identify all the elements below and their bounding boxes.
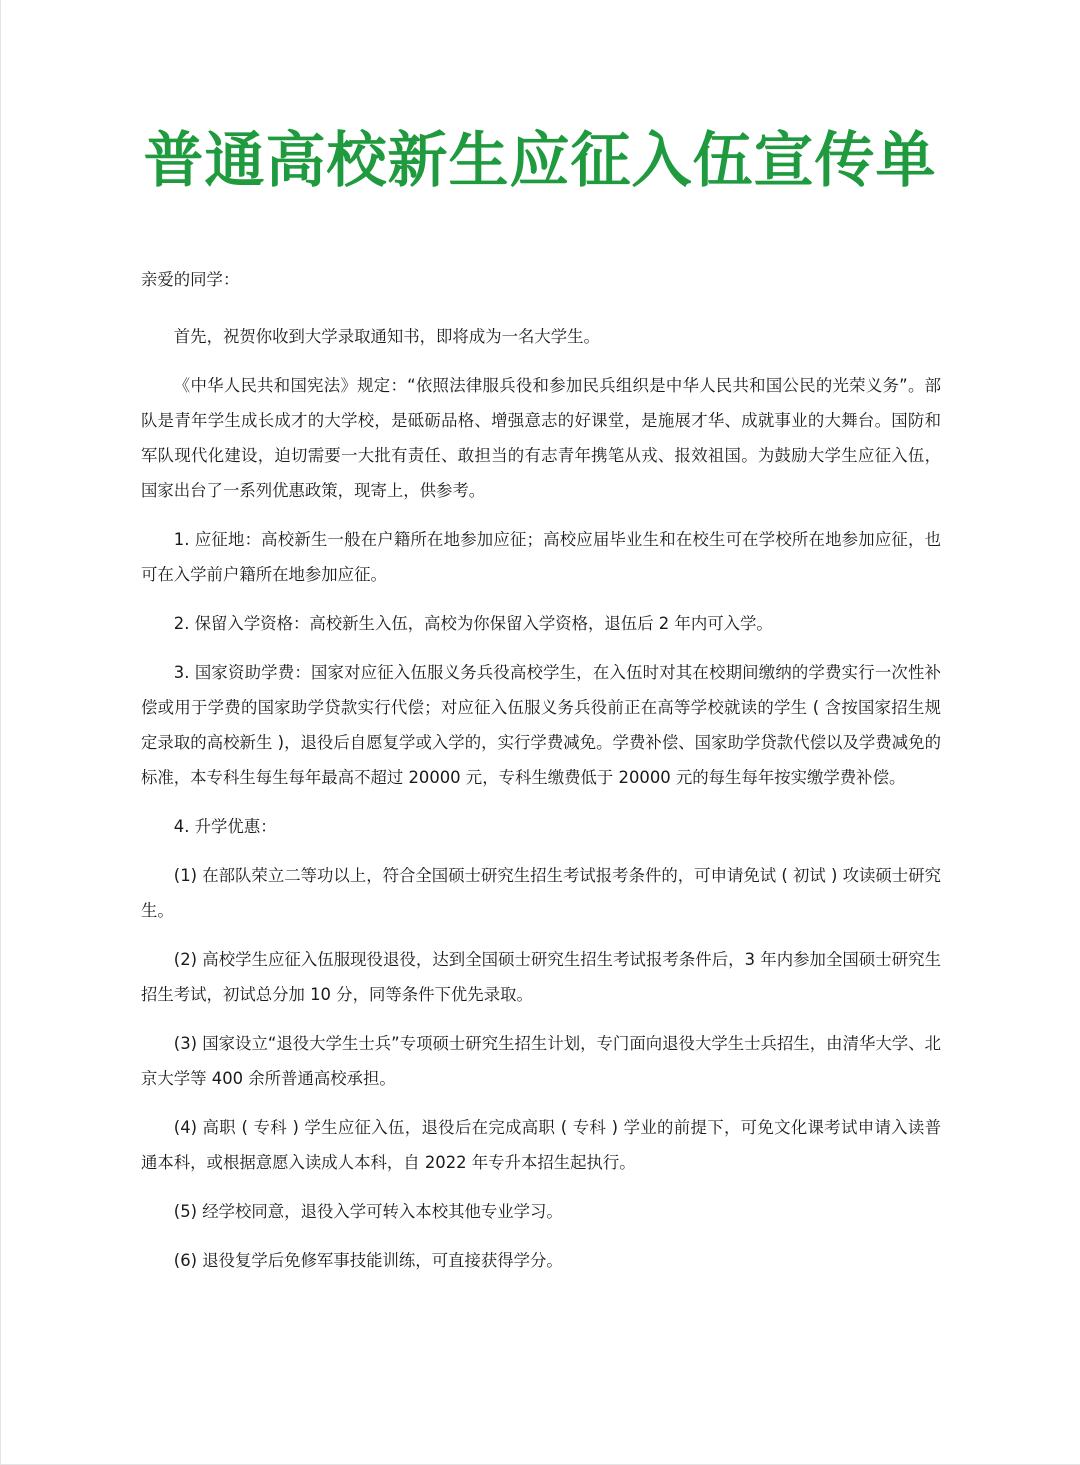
document-body	[141, 262, 941, 1292]
further-study-item-1: (1) 在部队荣立二等功以上，符合全国硕士研究生招生考试报考条件的，可申请免试 ( 初试 ) 攻读硕士研究生。	[141, 866, 941, 920]
policy-tuition-aid: 3. 国家资助学费：国家对应征入伍服义务兵役高校学生，在入伍时对其在校期间缴纳的学费实行一次性补偿或用于学费的国家助学贷款实行代偿；对应征入伍服义务兵役前正在高等学校就读的学生 ( 含按国家招生规定录取的高校新生 )，退役后自愿复学或入学的，实行学费减免。学费补偿、国家助学贷款代偿以及学费减免的标准，本专科生每生每年最高不超过 20000 元，专科生缴费低于 20000 元的每生每年按实缴学费补偿。	[141, 663, 941, 787]
further-study-item-3: (3) 国家设立“退役大学生士兵”专项硕士研究生招生计划，专门面向退役大学生士兵招生，由清华大学、北京大学等 400 余所普通高校承担。	[141, 1034, 941, 1088]
further-study-item-4: (4) 高职 ( 专科 ) 学生应征入伍，退役后在完成高职 ( 专科 ) 学业的前提下，可免文化课考试申请入读普通本科，或根据意愿入读成人本科，自 2022 年专升本招生起执行。	[141, 1118, 941, 1172]
salutation: 亲爱的同学：	[141, 270, 240, 289]
policy-enlistment-location: 1. 应征地：高校新生一般在户籍所在地参加应征；高校应届毕业生和在校生可在学校所在地参加应征，也可在入学前户籍所在地参加应征。	[141, 530, 941, 584]
further-study-item-5: (5) 经学校同意，退役入学可转入本校其他专业学习。	[173, 1202, 563, 1221]
page-title: 普通高校新生应征入伍宣传单	[143, 126, 937, 196]
page-edge	[0, 0, 1, 1465]
policy-further-study-heading: 4. 升学优惠：	[173, 817, 277, 836]
further-study-item-6: (6) 退役复学后免修军事技能训练，可直接获得学分。	[173, 1251, 563, 1270]
policy-enrollment-retention: 2. 保留入学资格：高校新生入伍，高校为你保留入学资格，退伍后 2 年内可入学。	[173, 614, 773, 633]
further-study-item-2: (2) 高校学生应征入伍服现役退役，达到全国硕士研究生招生考试报考条件后，3 年内参加全国硕士研究生招生考试，初试总分加 10 分，同等条件下优先录取。	[141, 950, 941, 1004]
paragraph-congratulations: 首先，祝贺你收到大学录取通知书，即将成为一名大学生。	[173, 327, 600, 346]
paragraph-constitution: 《中华人民共和国宪法》规定：“依照法律服兵役和参加民兵组织是中华人民共和国公民的光荣义务”。部队是青年学生成长成才的大学校，是砥砺品格、增强意志的好课堂，是施展才华、成就事业的大舞台。国防和军队现代化建设，迫切需要一大批有责任、敢担当的有志青年携笔从戎、报效祖国。为鼓励大学生应征入伍，国家出台了一系列优惠政策，现寄上，供参考。	[141, 376, 941, 500]
